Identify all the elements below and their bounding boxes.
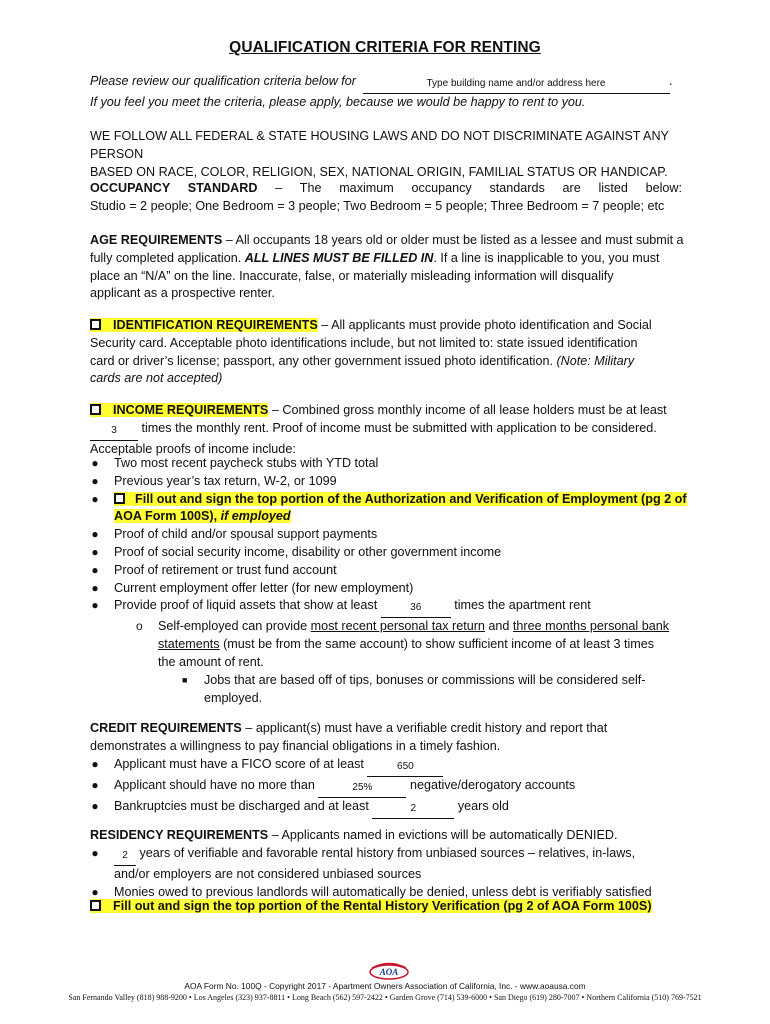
intro-line-2: If you feel you meet the criteria, please apply, because we would be happy to rent to you.: [90, 95, 586, 109]
age-all-lines-notice: ALL LINES MUST BE FILLED IN: [244, 250, 434, 265]
self-employed-text-f: (must be from the same account) to show sufficient income of at least 3 times: [223, 637, 655, 652]
list-item: [90, 473, 690, 491]
intro-line-1: [90, 73, 686, 94]
occupancy-intro: – The maximum occupancy standards are listed below:: [275, 181, 683, 195]
identification-line-3: card or driver’s license; passport, any other government issued photo identification.: [90, 353, 553, 368]
income-heading-highlight: [90, 403, 268, 417]
footer-copyright: AOA Form No. 100Q - Copyright 2017 - Apartment Owners Association of California, Inc. - www.aoausa.com: [184, 981, 586, 991]
liquid-assets-prefix: Provide proof of liquid assets that show at least: [114, 598, 378, 613]
credit-heading: CREDIT REQUIREMENTS: [90, 721, 242, 735]
bankruptcy-years-value: 2: [410, 803, 417, 814]
bullet-icon: ●: [91, 456, 99, 470]
bullet-icon: ●: [91, 757, 99, 771]
liquid-assets-suffix: times the apartment rent: [454, 598, 591, 613]
income-line-3: Acceptable proofs of income include:: [90, 441, 296, 456]
rental-history-verification: [90, 898, 690, 916]
self-employed-text-a: Self-employed can provide: [158, 619, 308, 634]
square-bullet-icon: ■: [182, 674, 188, 685]
aoa-logo: [368, 962, 410, 980]
employment-verification-highlight-2: [114, 509, 291, 523]
identification-note: (Note: Military: [556, 353, 635, 368]
identification-section: [90, 317, 688, 388]
rental-history-years-text: years of verifiable and favorable rental history from unbiased sources – relatives, in-laws,: [139, 846, 636, 860]
page-title: QUALIFICATION CRITERIA FOR RENTING: [229, 39, 541, 56]
list-item: [90, 526, 690, 544]
income-line-2: times the monthly rent. Proof of income must be submitted with application to be considered.: [141, 420, 657, 435]
identification-line-4: cards are not accepted): [90, 371, 223, 386]
age-line-3: place an “N/A” on the line. Inaccurate, false, or materially misleading information will disqualify: [90, 268, 614, 283]
bullet-icon: ●: [91, 544, 99, 559]
fico-score-value: 650: [397, 761, 414, 772]
self-employed-bank-statements-b: statements: [158, 637, 220, 652]
list-item-text: Proof of child and/or spousal support payments: [114, 527, 378, 542]
age-line-1: – All occupants 18 years old or older must be listed as a lessee and must submit a: [225, 233, 684, 247]
occupancy-heading: OCCUPANCY STANDARD: [90, 181, 258, 195]
bullet-icon: ●: [91, 884, 99, 899]
employment-verification-item: [90, 491, 690, 527]
building-name-field[interactable]: [363, 80, 670, 94]
self-employed-text-g: the amount of rent.: [158, 654, 264, 669]
negative-accounts-field[interactable]: [318, 784, 406, 798]
residency-heading: RESIDENCY REQUIREMENTS: [90, 828, 269, 842]
identification-line-2: Security card. Acceptable photo identifications include, but not limited to: state issued identification: [90, 335, 638, 350]
liquid-assets-field[interactable]: [381, 604, 451, 618]
liquid-assets-item: [90, 597, 690, 618]
intro-section: [90, 73, 686, 112]
employment-verification-highlight: [114, 492, 687, 506]
fair-housing-statement: [90, 128, 690, 181]
bullet-icon: ●: [91, 473, 99, 488]
income-section: [90, 402, 690, 459]
list-item-text: Proof of social security income, disability or other government income: [114, 544, 502, 559]
income-multiplier-value: 3: [111, 424, 117, 436]
credit-line-2: demonstrates a willingness to pay financial obligations in a timely fashion.: [90, 738, 501, 753]
income-proof-list: [90, 455, 690, 707]
bullet-icon: ●: [91, 527, 99, 542]
residency-section: [90, 827, 690, 845]
rental-history-years-item: [90, 845, 694, 884]
self-employed-item: [90, 618, 690, 671]
circle-bullet-icon: o: [136, 619, 143, 634]
employment-verification-line-2a: AOA Form 100S),: [114, 509, 218, 524]
credit-list: [90, 756, 690, 819]
list-item-text: Previous year’s tax return, W-2, or 1099: [114, 473, 337, 488]
rental-history-years-line-2: and/or employers are not considered unbiased sources: [114, 867, 422, 881]
negative-accounts-value: 25%: [352, 782, 373, 793]
bankruptcy-item: [90, 798, 690, 819]
bullet-icon: ●: [91, 778, 99, 792]
building-name-placeholder: Type building name and/or address here: [426, 78, 606, 89]
bullet-icon: ●: [91, 846, 99, 860]
credit-line-1: – applicant(s) must have a verifiable credit history and report that: [245, 721, 608, 735]
bullet-icon: ●: [91, 562, 99, 577]
tips-line-2: employed.: [204, 690, 263, 705]
bullet-icon: ●: [91, 580, 99, 595]
tips-item: [90, 672, 690, 708]
negative-accounts-suffix: negative/derogatory accounts: [409, 778, 576, 792]
self-employed-tax-return: most recent personal tax return: [310, 619, 485, 634]
aoa-logo-text: AOA: [379, 967, 399, 977]
age-line-2c: . If a line is inapplicable to you, you must: [433, 250, 660, 265]
credit-section: [90, 720, 690, 756]
liquid-assets-value: 36: [410, 602, 422, 614]
rental-history-text: Fill out and sign the top portion of the Rental History Verification (pg 2 of AOA Form 100S): [113, 899, 652, 913]
bullet-icon: ●: [91, 799, 99, 813]
list-item: [90, 455, 690, 473]
bankruptcy-suffix: years old: [457, 799, 509, 813]
occupancy-line-1: [90, 180, 682, 198]
age-line-2a: fully completed application.: [90, 250, 242, 265]
income-heading: INCOME REQUIREMENTS: [113, 403, 269, 417]
income-checkbox[interactable]: [90, 404, 101, 415]
income-line-1: – Combined gross monthly income of all lease holders must be at least: [271, 403, 667, 417]
occupancy-section: [90, 180, 682, 216]
list-item: [90, 580, 690, 598]
rental-history-highlight: [90, 899, 652, 913]
occupancy-line-2: Studio = 2 people; One Bedroom = 3 people; Two Bedroom = 5 people; Three Bedroom = 7 people; etc: [90, 198, 665, 213]
list-item-text: Current employment offer letter (for new employment): [114, 580, 414, 595]
age-line-4: applicant as a prospective renter.: [90, 286, 275, 301]
income-multiplier-field[interactable]: [90, 424, 138, 441]
identification-heading-highlight: [90, 318, 318, 332]
monies-owed-text: Monies owed to previous landlords will automatically be denied, unless debt is verifiably satisfied: [114, 884, 652, 899]
bullet-icon: ●: [91, 491, 99, 506]
employment-verification-line-1: Fill out and sign the top portion of the Authorization and Verification of Employment (pg 2 of: [135, 491, 687, 506]
self-employed-bank-statements-a: three months personal bank: [512, 619, 670, 634]
identification-heading: IDENTIFICATION REQUIREMENTS: [113, 318, 318, 332]
intro-suffix: .: [669, 74, 673, 88]
rental-history-checkbox[interactable]: [90, 900, 101, 911]
residency-list: [90, 845, 694, 902]
fair-housing-line-1: WE FOLLOW ALL FEDERAL & STATE HOUSING LAWS AND DO NOT DISCRIMINATE AGAINST ANY PERSON: [90, 129, 669, 161]
identification-checkbox[interactable]: [90, 319, 101, 330]
fico-item: [90, 756, 690, 777]
negative-accounts-prefix: Applicant should have no more than: [114, 778, 315, 792]
residency-line-1: – Applicants named in evictions will be automatically DENIED.: [271, 828, 618, 842]
tips-line-1: Jobs that are based off of tips, bonuses or commissions will be considered self-: [204, 672, 646, 687]
bankruptcy-prefix: Bankruptcies must be discharged and at least: [114, 799, 369, 813]
fico-score-field[interactable]: [367, 763, 443, 777]
fico-prefix: Applicant must have a FICO score of at least: [114, 757, 364, 771]
fair-housing-line-2: BASED ON RACE, COLOR, RELIGION, SEX, NATIONAL ORIGIN, FAMILIAL STATUS OR HANDICAP.: [90, 164, 668, 179]
footer-offices: San Fernando Valley (818) 988-9200 • Los Angeles (323) 937-8811 • Long Beach (562) 597-2422 • Garden Grove (714) 539-6000 • San Diego (619) 280-7007 • Northern California (510) 769-7521: [68, 993, 702, 1002]
intro-prefix: Please review our qualification criteria below for: [90, 74, 356, 88]
list-item: [90, 562, 690, 580]
rental-history-years-field[interactable]: [114, 852, 136, 866]
self-employed-text-c: and: [488, 619, 510, 634]
rental-history-years-value: 2: [122, 850, 128, 861]
identification-line-1: – All applicants must provide photo identification and Social: [321, 318, 652, 332]
bankruptcy-years-field[interactable]: [372, 805, 454, 819]
employment-verification-checkbox[interactable]: [114, 493, 125, 504]
age-heading: AGE REQUIREMENTS: [90, 233, 223, 247]
employment-verification-if-employed: if employed: [220, 509, 291, 524]
list-item-text: Two most recent paycheck stubs with YTD total: [114, 456, 379, 470]
list-item-text: Proof of retirement or trust fund account: [114, 562, 337, 577]
negative-accounts-item: [90, 777, 690, 798]
age-section: [90, 232, 686, 303]
list-item: [90, 544, 690, 562]
bullet-icon: ●: [91, 598, 99, 613]
